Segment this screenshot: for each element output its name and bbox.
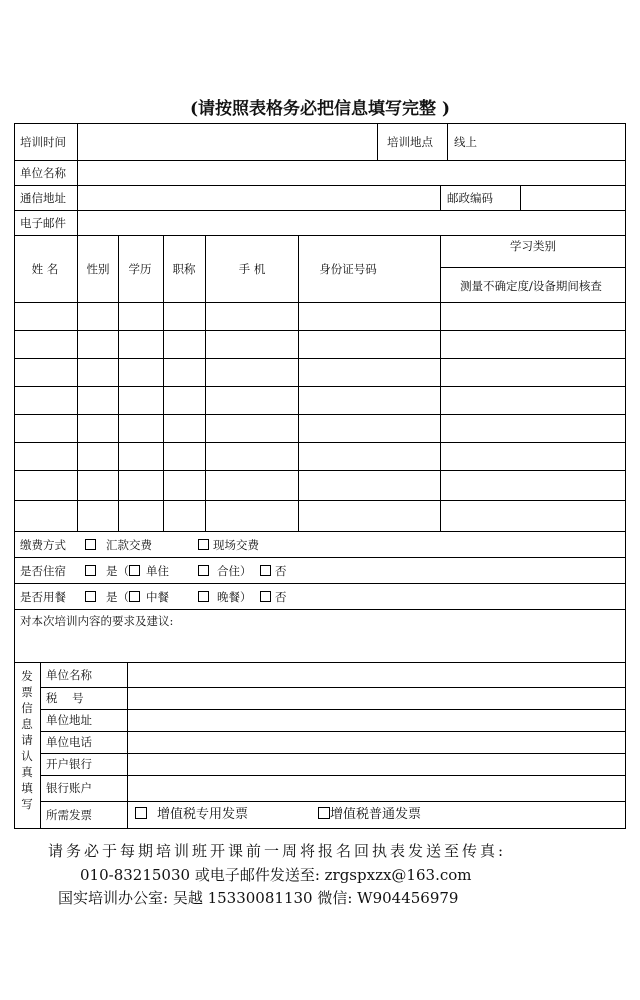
checkbox-icon[interactable] <box>85 565 96 576</box>
checkbox-icon[interactable] <box>260 591 271 602</box>
invoice-side-char: 真 <box>21 765 33 779</box>
col-divider <box>40 662 41 829</box>
invoice-normal-option[interactable]: 增值税普通发票 <box>318 807 421 822</box>
invoice-address-label: 单位地址 <box>46 713 92 727</box>
checkbox-icon[interactable] <box>85 539 96 550</box>
invoice-tax-number-label: 税 号 <box>46 691 84 705</box>
lodging-shared-option[interactable]: 合住） <box>198 564 252 578</box>
row-divider <box>440 267 626 268</box>
row-divider <box>14 358 626 359</box>
registration-form <box>14 123 626 829</box>
checkbox-icon[interactable] <box>198 591 209 602</box>
checkbox-icon[interactable] <box>198 539 209 550</box>
row-divider <box>14 302 626 303</box>
header-title: 职称 <box>172 262 196 276</box>
col-divider <box>77 235 78 531</box>
col-divider <box>377 123 378 160</box>
checkbox-icon[interactable] <box>198 565 209 576</box>
invoice-side-char: 发 <box>21 669 33 683</box>
invoice-special-option[interactable]: 增值税专用发票 <box>135 807 248 822</box>
header-name: 姓 名 <box>31 262 59 276</box>
requirements-label: 对本次培训内容的要求及建议: <box>20 614 174 628</box>
row-divider <box>14 583 626 584</box>
address-label: 通信地址 <box>20 191 66 205</box>
lodging-yes-option[interactable]: 是（ 单住 <box>85 564 169 578</box>
study-type-label: 学习类别 <box>510 239 556 253</box>
header-gender: 性别 <box>86 262 110 276</box>
training-place-label: 培训地点 <box>387 135 433 149</box>
row-divider <box>14 662 626 663</box>
row-divider <box>14 235 626 236</box>
col-divider <box>127 662 128 829</box>
col-divider <box>520 185 521 210</box>
col-divider <box>205 235 206 531</box>
checkbox-icon[interactable] <box>85 591 96 602</box>
invoice-side-char: 请 <box>21 733 33 747</box>
postcode-label: 邮政编码 <box>447 191 493 205</box>
row-divider <box>14 531 626 532</box>
row-divider <box>14 414 626 415</box>
col-divider <box>440 185 441 210</box>
row-divider <box>14 210 626 211</box>
col-divider <box>77 123 78 160</box>
checkbox-icon[interactable] <box>318 807 330 819</box>
unit-name-label: 单位名称 <box>20 166 66 180</box>
col-divider <box>447 123 448 160</box>
meal-label: 是否用餐 <box>20 590 66 604</box>
lodging-label: 是否住宿 <box>20 564 66 578</box>
col-divider <box>440 235 441 531</box>
payment-onsite-option[interactable]: 现场交费 <box>198 538 259 552</box>
invoice-account-label: 银行账户 <box>46 781 92 795</box>
invoice-bank-label: 开户银行 <box>46 757 92 771</box>
footer-contact-person: 国实培训办公室: 吴越 15330081130 微信: W904456979 <box>58 889 459 907</box>
invoice-side-char: 写 <box>21 797 33 811</box>
training-place-value: 线上 <box>454 135 477 149</box>
footer-contact-fax-email: 010-83215030 或电子邮件发送至: zrgspxzx@163.com <box>80 866 472 884</box>
header-id-number: 身份证号码 <box>319 262 377 276</box>
row-divider <box>14 500 626 501</box>
payment-remit-option[interactable]: 汇款交费 <box>85 538 152 552</box>
header-mobile: 手 机 <box>238 262 266 276</box>
footer-instructions: 请务必于每期培训班开课前一周将报名回执表发送至传真: <box>48 842 507 860</box>
invoice-side-label <box>20 668 34 812</box>
invoice-phone-label: 单位电话 <box>46 735 92 749</box>
training-time-label: 培训时间 <box>20 135 66 149</box>
email-label: 电子邮件 <box>20 216 66 230</box>
checkbox-icon[interactable] <box>135 807 147 819</box>
invoice-side-char: 票 <box>21 685 33 699</box>
invoice-side-char: 认 <box>21 749 33 763</box>
form-title: (请按照表格务必把信息填写完整 ) <box>189 99 450 119</box>
row-divider <box>14 160 626 161</box>
invoice-side-char: 息 <box>21 717 33 731</box>
checkbox-icon[interactable] <box>129 591 140 602</box>
col-divider <box>118 235 119 531</box>
row-divider <box>14 609 626 610</box>
row-divider <box>14 386 626 387</box>
lodging-no-option[interactable]: 否 <box>260 564 287 578</box>
row-divider <box>14 185 626 186</box>
row-divider <box>14 470 626 471</box>
header-education: 学历 <box>128 262 152 276</box>
row-divider <box>14 330 626 331</box>
checkbox-icon[interactable] <box>260 565 271 576</box>
meal-no-option[interactable]: 否 <box>260 590 287 604</box>
payment-label: 缴费方式 <box>20 538 66 552</box>
row-divider <box>14 442 626 443</box>
study-type-value: 测量不确定度/设备期间核查 <box>460 279 602 293</box>
invoice-unit-name-label: 单位名称 <box>46 668 92 682</box>
col-divider <box>163 235 164 531</box>
invoice-side-char: 信 <box>21 701 33 715</box>
checkbox-icon[interactable] <box>129 565 140 576</box>
col-divider <box>77 160 78 235</box>
meal-yes-option[interactable]: 是（ 中餐 <box>85 590 169 604</box>
invoice-side-char: 填 <box>21 781 33 795</box>
invoice-type-label: 所需发票 <box>46 808 92 822</box>
meal-dinner-option[interactable]: 晚餐） <box>198 590 252 604</box>
col-divider <box>298 235 299 531</box>
row-divider <box>14 557 626 558</box>
